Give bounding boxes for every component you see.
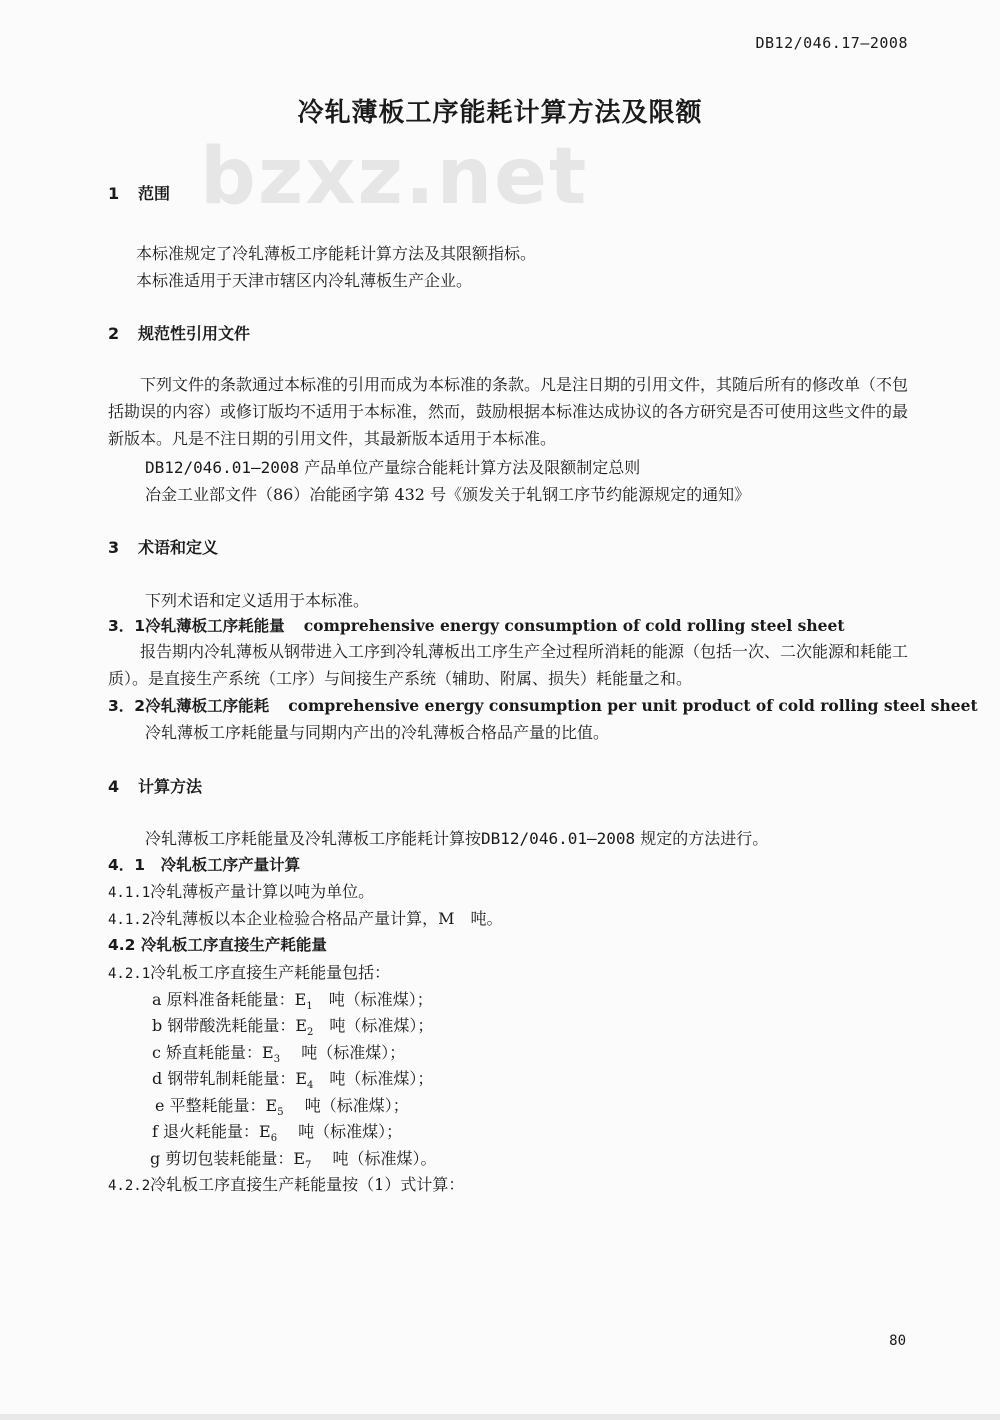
item-subscript: 4: [307, 1080, 314, 1092]
paragraph: 本标准适用于天津市辖区内冷轧薄板生产企业。: [136, 271, 473, 290]
item-label: b 钢带酸洗耗能量：E: [152, 1016, 308, 1035]
item-unit: 吨（标准煤）；: [277, 1122, 403, 1141]
item-subscript: 3: [273, 1054, 281, 1066]
page-number: 80: [889, 1333, 906, 1349]
document-title: 冷轧薄板工序能耗计算方法及限额: [297, 98, 703, 128]
item-label: c 矫直耗能量：E: [152, 1043, 274, 1062]
item-unit: 吨（标准煤）；: [313, 1016, 434, 1035]
term-english: comprehensive energy consumption of cold rolling steel sheet: [303, 616, 845, 635]
item-subscript: 2: [307, 1027, 314, 1039]
section-3-heading: [108, 535, 218, 558]
item-unit: 吨（标准煤）；: [313, 1069, 434, 1088]
subsection-4-2-heading: 4.2 冷轧板工序直接生产耗能量: [108, 936, 327, 954]
watermark: bzxz.net: [200, 132, 589, 222]
list-item: [152, 1040, 405, 1065]
subsection-4-1-heading: 4．1 冷轧板工序产量计算: [108, 856, 301, 874]
section-title: 规范性引用文件: [138, 324, 251, 343]
section-title: 计算方法: [138, 777, 203, 796]
clause-text: 冷轧薄板产量计算以吨为单位。: [150, 882, 375, 901]
item-unit: 吨（标准煤）。: [311, 1149, 437, 1168]
text: 冷轧薄板工序耗能量及冷轧薄板工序能耗计算按: [145, 829, 482, 848]
section-2-heading: [108, 321, 250, 344]
clause-number: 4.1.2: [108, 912, 151, 928]
clause-number: 4.1.1: [108, 885, 151, 901]
item-label: d 钢带轧制耗能量：E: [152, 1069, 308, 1088]
paragraph: [145, 826, 768, 849]
term-3-2: [108, 694, 978, 716]
item-subscript: 6: [270, 1133, 278, 1145]
page-bottom-edge: [0, 1414, 1000, 1420]
list-item: [150, 1146, 436, 1171]
item-subscript: 1: [306, 1001, 313, 1013]
term-definition: 报告期内冷轧薄板从钢带进入工序到冷轧薄板出工序生产全过程所消耗的能源（包括一次、二次能源和耗能工质）。是直接生产系统（工序）与间接生产系统（辅助、附属、损失）耗能量之和。: [108, 642, 909, 688]
term-definition: 冷轧薄板工序耗能量与同期内产出的冷轧薄板合格品产量的比值。: [145, 723, 610, 742]
list-item: [152, 1119, 402, 1144]
term-chinese: 冷轧薄板工序能耗: [145, 697, 270, 715]
section-number: 4: [108, 777, 120, 796]
clause-text: 冷轧薄板以本企业检验合格品产量计算，M 吨。: [150, 909, 503, 928]
clause-4-1-2: [108, 906, 503, 929]
text: 规定的方法进行。: [640, 829, 769, 848]
list-item: [152, 987, 433, 1012]
paragraph: 下列术语和定义适用于本标准。: [145, 591, 370, 610]
item-unit: 吨（标准煤）；: [283, 1096, 409, 1115]
section-number: 2: [108, 324, 120, 343]
document-code: DB12/046.17—2008: [755, 34, 908, 52]
term-english: comprehensive energy consumption per unit product of cold rolling steel sheet: [288, 696, 978, 715]
section-number: 1: [108, 184, 120, 203]
item-label: a 原料准备耗能量：E: [152, 990, 307, 1009]
reference-item: 冶金工业部文件（86）冶能函字第 432 号《颁发关于轧钢工序节约能源规定的通知》: [145, 485, 751, 504]
list-item: [152, 1013, 433, 1038]
clause-number: 4.2.1: [108, 966, 151, 982]
item-label: g 剪切包装耗能量：E: [150, 1149, 306, 1168]
paragraph: 本标准规定了冷轧薄板工序能耗计算方法及其限额指标。: [136, 244, 537, 263]
reference-item: [145, 455, 640, 478]
term-3-1: [108, 614, 845, 636]
section-1-heading: [108, 181, 170, 204]
item-subscript: 5: [277, 1107, 284, 1119]
reference-code: DB12/046.01—2008: [145, 458, 300, 477]
clause-number: 4.2.2: [108, 1178, 151, 1194]
clause-text: 冷轧板工序直接生产耗能量包括：: [150, 963, 391, 982]
reference-title: 产品单位产量综合能耗计算方法及限额制定总则: [304, 458, 641, 477]
section-4-heading: [108, 774, 202, 797]
clause-4-1-1: [108, 879, 374, 902]
clause-text: 冷轧板工序直接生产耗能量按（1）式计算：: [150, 1175, 465, 1194]
section-title: 术语和定义: [138, 538, 219, 557]
item-label: f 退火耗能量：E: [152, 1122, 271, 1141]
term-chinese: 冷轧薄板工序耗能量: [145, 617, 285, 635]
list-item: [152, 1066, 433, 1091]
term-number: 3．1: [108, 617, 146, 635]
reference-code: DB12/046.01—2008: [481, 829, 636, 848]
paragraph: 下列文件的条款通过本标准的引用而成为本标准的条款。凡是注日期的引用文件，其随后所有的修改单（不包括勘误的内容）或修订版均不适用于本标准，然而，鼓励根据本标准达成协议的各方研究是否可使用这些文件的最新版本。凡是不注日期的引用文件，其最新版本适用于本标准。: [108, 375, 909, 448]
item-label: e 平整耗能量：E: [155, 1096, 278, 1115]
section-title: 范围: [138, 184, 171, 203]
clause-4-2-2: [108, 1172, 464, 1195]
item-unit: 吨（标准煤）；: [312, 990, 433, 1009]
list-item: [155, 1093, 409, 1118]
item-subscript: 7: [305, 1160, 312, 1172]
term-number: 3．2: [108, 697, 146, 715]
section-number: 3: [108, 538, 120, 557]
item-unit: 吨（标准煤）；: [280, 1043, 406, 1062]
clause-4-2-1: [108, 960, 390, 983]
